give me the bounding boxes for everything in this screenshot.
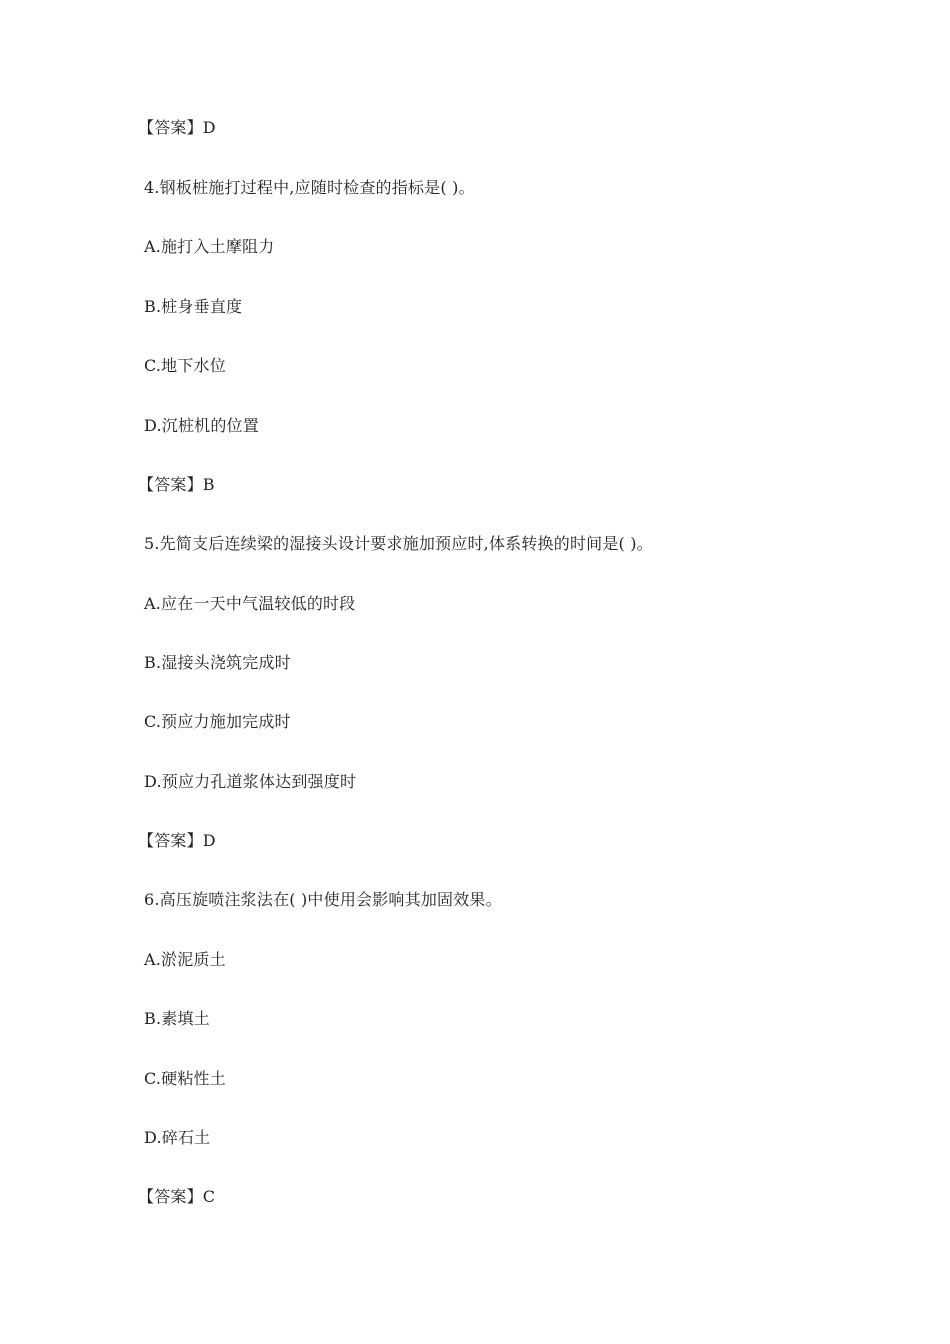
answer-line: 【答案】C xyxy=(138,1187,216,1206)
answer-line: 【答案】D xyxy=(138,831,216,850)
option-line: B.素填土 xyxy=(144,1009,210,1028)
option-line: D.预应力孔道浆体达到强度时 xyxy=(144,772,357,791)
answer-line: 【答案】B xyxy=(138,475,215,494)
option-line: C.硬粘性土 xyxy=(144,1069,226,1088)
option-line: A.施打入土摩阻力 xyxy=(144,237,275,256)
question-6: 6.高压旋喷注浆法在( )中使用会影响其加固效果。 xyxy=(144,890,502,909)
option-line: C.地下水位 xyxy=(144,356,226,375)
option-line: C.预应力施加完成时 xyxy=(144,712,291,731)
option-line: A.应在一天中气温较低的时段 xyxy=(144,594,356,613)
question-4: 4.钢板桩施打过程中,应随时检查的指标是( )。 xyxy=(144,178,475,197)
option-line: D.沉桩机的位置 xyxy=(144,416,259,435)
option-line: B.桩身垂直度 xyxy=(144,297,243,316)
question-5: 5.先简支后连续梁的湿接头设计要求施加预应时,体系转换的时间是( )。 xyxy=(144,534,653,553)
option-line: A.淤泥质土 xyxy=(144,950,226,969)
option-line: B.湿接头浇筑完成时 xyxy=(144,653,291,672)
answer-line: 【答案】D xyxy=(138,118,216,137)
option-line: D.碎石土 xyxy=(144,1128,211,1147)
